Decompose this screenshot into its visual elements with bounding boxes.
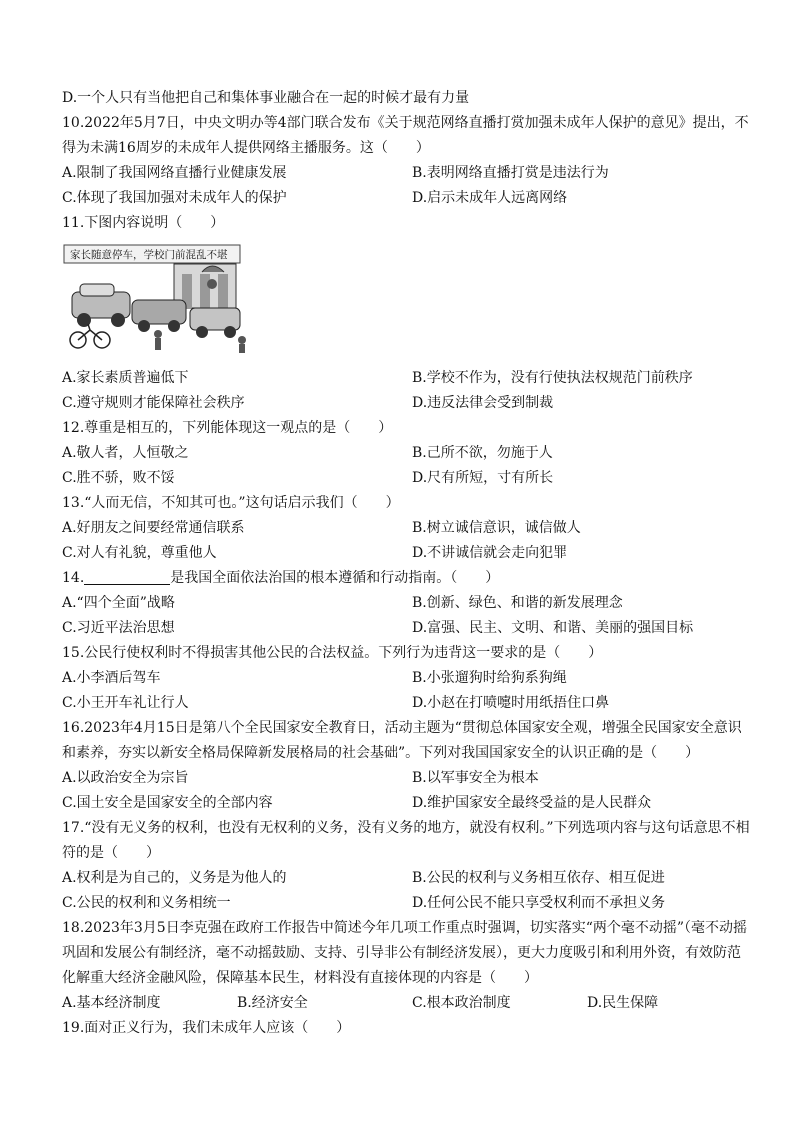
q15-option-d[interactable]: D.小赵在打喷嚏时用纸捂住口鼻 — [412, 695, 610, 711]
q14-stem-text: 是我国全面依法治国的根本遵循和行动指南。（ ） — [170, 570, 500, 586]
q12-option-a[interactable]: A.敬人者，人恒敬之 — [62, 445, 189, 461]
q14-blank — [84, 568, 170, 585]
q16-options-ab — [62, 766, 752, 791]
q18-stem: 18.2023年3月5日李克强在政府工作报告中简述今年几项工作重点时强调，切实落实“两个毫不动摇”（毫不动摇巩固和发展公有制经济，毫不动摇鼓励、支持、引导非公有制经济发展），更大力度吸引和利用外资，有效防范化解重大经济金融风险，保障基本民生，材料没有直接体现的内容是（ ） — [62, 920, 748, 986]
q14-options-ab — [62, 591, 752, 616]
q15-option-b[interactable]: B.小张遛狗时给狗系狗绳 — [412, 670, 567, 686]
q15-stem: 15.公民行使权利时不得损害其他公民的合法权益。下列行为违背这一要求的是（ ） — [62, 645, 603, 661]
q18-options — [62, 991, 752, 1016]
q15-option-c[interactable]: C.小王开车礼让行人 — [62, 695, 189, 711]
q18-option-b[interactable]: B.经济安全 — [237, 995, 308, 1011]
q12-options-ab — [62, 441, 752, 466]
q16-option-b[interactable]: B.以军事安全为根本 — [412, 770, 539, 786]
q11-options-cd — [62, 391, 752, 416]
q12-options-cd — [62, 466, 752, 491]
q10-stem: 10.2022年5月7日，中央文明办等4部门联合发布《关于规范网络直播打赏加强未成年人保护的意见》提出，不得为未满16周岁的未成年人提供网络主播服务。这（ ） — [62, 115, 749, 156]
q18-option-d[interactable]: D.民生保障 — [587, 995, 659, 1011]
q14-option-b[interactable]: B.创新、绿色、和谐的新发展理念 — [412, 595, 623, 611]
q11-stem: 11.下图内容说明（ ） — [62, 215, 225, 231]
q11-options-ab — [62, 366, 752, 391]
q12-option-d[interactable]: D.尺有所短，寸有所长 — [412, 470, 554, 486]
q13-option-d[interactable]: D.不讲诚信就会走向犯罪 — [412, 545, 568, 561]
q16-option-c[interactable]: C.国土安全是国家安全的全部内容 — [62, 795, 273, 811]
q12-option-b[interactable]: B.己所不欲，勿施于人 — [412, 445, 553, 461]
q14-option-c[interactable]: C.习近平法治思想 — [62, 620, 175, 636]
q15-options-cd — [62, 691, 752, 716]
q17-options-cd — [62, 891, 752, 916]
q14-number: 14. — [62, 570, 85, 586]
q13-options-cd — [62, 541, 752, 566]
q16-option-d[interactable]: D.维护国家安全最终受益的是人民群众 — [412, 795, 652, 811]
q18-option-c[interactable]: C.根本政治制度 — [412, 995, 511, 1011]
q15-options-ab — [62, 666, 752, 691]
q10-option-b[interactable]: B.表明网络直播打赏是违法行为 — [412, 165, 609, 181]
q13-option-a[interactable]: A.好朋友之间要经常通信联系 — [62, 520, 245, 536]
q11-option-a[interactable]: A.家长素质普遍低下 — [62, 370, 189, 386]
q16-options-cd — [62, 791, 752, 816]
q17-option-a[interactable]: A.权利是为自己的，义务是为他人的 — [62, 870, 287, 886]
q14-option-a[interactable]: A.“四个全面”战略 — [62, 595, 175, 611]
q14-option-d[interactable]: D.富强、民主、文明、和谐、美丽的强国目标 — [412, 620, 694, 636]
q10-option-c[interactable]: C.体现了我国加强对未成年人的保护 — [62, 190, 287, 206]
question-list — [62, 86, 752, 1041]
q10-option-d[interactable]: D.启示未成年人远离网络 — [412, 190, 568, 206]
q11-option-d[interactable]: D.违反法律会受到制裁 — [412, 395, 554, 411]
q13-option-c[interactable]: C.对人有礼貌，尊重他人 — [62, 545, 217, 561]
q11-option-c[interactable]: C.遵守规则才能保障社会秩序 — [62, 395, 245, 411]
q11-cartoon — [62, 242, 252, 354]
q13-stem: 13.“人而无信，不知其可也。”这句话启示我们（ ） — [62, 495, 400, 511]
q10-option-a[interactable]: A.限制了我国网络直播行业健康发展 — [62, 165, 287, 181]
q10-options-cd — [62, 186, 752, 211]
q12-option-c[interactable]: C.胜不骄，败不馁 — [62, 470, 175, 486]
q10-options-ab — [62, 161, 752, 186]
q14-options-cd — [62, 616, 752, 641]
q17-option-d[interactable]: D.任何公民不能只享受权利而不承担义务 — [412, 895, 666, 911]
previous-option-d: D.一个人只有当他把自己和集体事业融合在一起的时候才最有力量 — [62, 90, 470, 106]
q16-option-a[interactable]: A.以政治安全为宗旨 — [62, 770, 189, 786]
q17-option-b[interactable]: B.公民的权利与义务相互依存、相互促进 — [412, 870, 665, 886]
q12-stem: 12.尊重是相互的，下列能体现这一观点的是（ ） — [62, 420, 393, 436]
q16-stem: 16.2023年4月15日是第八个全民国家安全教育日，活动主题为“贯彻总体国家安全观，增强全民国家安全意识和素养，夯实以新安全格局保障新发展格局的社会基础”。下列对我国国家安全的认识正确的是（ ） — [62, 720, 742, 761]
q18-option-a[interactable]: A.基本经济制度 — [62, 995, 161, 1011]
q17-option-c[interactable]: C.公民的权利和义务相统一 — [62, 895, 231, 911]
q17-stem: 17.“没有无义务的权利，也没有无权利的义务，没有义务的地方，就没有权利。”下列选项内容与这句话意思不相符的是（ ） — [62, 820, 750, 861]
q14-stem — [62, 566, 752, 591]
q17-options-ab — [62, 866, 752, 891]
q19-stem: 19.面对正义行为，我们未成年人应该（ ） — [62, 1020, 351, 1036]
q13-options-ab — [62, 516, 752, 541]
q11-option-b[interactable]: B.学校不作为，没有行使执法权规范门前秩序 — [412, 370, 693, 386]
q15-option-a[interactable]: A.小李酒后驾车 — [62, 670, 161, 686]
q13-option-b[interactable]: B.树立诚信意识，诚信做人 — [412, 520, 581, 536]
q11-cartoon-caption: 家长随意停车，学校门前混乱不堪 — [70, 249, 228, 261]
